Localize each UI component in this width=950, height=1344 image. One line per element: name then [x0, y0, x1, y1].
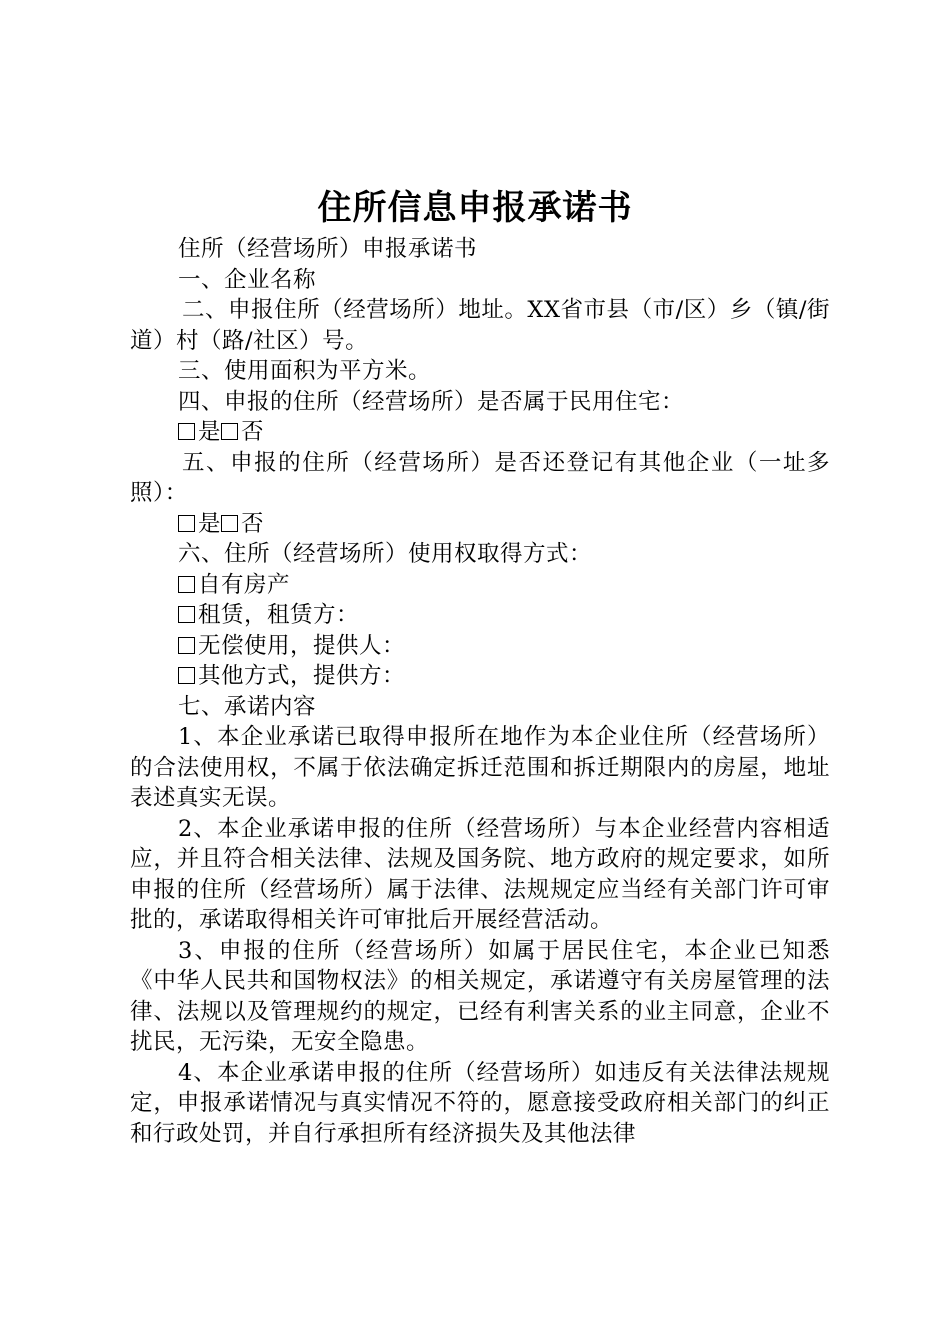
checkbox-yes[interactable] — [178, 423, 195, 440]
option-label: 无偿使用，提供人： — [198, 632, 406, 659]
section-6-option-1 — [130, 570, 830, 601]
option-label: 租赁，租赁方： — [198, 602, 360, 628]
subtitle: 住所（经营场所）申报承诺书 — [178, 236, 478, 262]
option-label: 自有房产 — [198, 571, 291, 598]
section-5: 五、申报的住所（经营场所）是否还登记有其他企业（一址多照）： — [130, 449, 830, 506]
checkbox-own-property[interactable] — [178, 576, 195, 593]
section-1: 一、企业名称 — [178, 266, 317, 293]
commitment-2: 2、本企业承诺申报的住所（经营场所）与本企业经营内容相适应，并且符合相关法律、法规及国务院、地方政府的规定要求，如所申报的住所（经营场所）属于法律、法规规定应当经有关部门许可审批的，承诺取得相关许可审批后开展经营活动。 — [130, 815, 830, 933]
section-6-option-2 — [130, 600, 830, 631]
option-yes-label: 是 — [198, 510, 222, 537]
section-6-option-3 — [130, 631, 830, 662]
option-no-label: 否 — [241, 419, 265, 445]
option-no-label: 否 — [241, 510, 265, 537]
checkbox-other[interactable] — [178, 667, 195, 684]
checkbox-free-use[interactable] — [178, 637, 195, 654]
page-title: 住所信息申报承诺书 — [317, 188, 633, 228]
checkbox-yes[interactable] — [178, 515, 195, 532]
checkbox-no[interactable] — [221, 515, 238, 532]
commitment-3: 3、申报的住所（经营场所）如属于居民住宅，本企业已知悉《中华人民共和国物权法》的相关规定，承诺遵守有关房屋管理的法律、法规以及管理规约的规定，已经有利害关系的业主同意，企业不扰民，无污染，无安全隐患。 — [130, 937, 830, 1055]
section-2: 二、申报住所（经营场所）地址。XX省市县（市/区）乡（镇/街道）村（路/社区）号。 — [130, 297, 830, 354]
checkbox-lease[interactable] — [178, 606, 195, 623]
section-6-option-4 — [130, 661, 830, 692]
section-4: 四、申报的住所（经营场所）是否属于民用住宅： — [178, 388, 685, 415]
document-body — [130, 234, 830, 1149]
section-5-options — [130, 509, 830, 540]
section-7: 七、承诺内容 — [178, 693, 317, 720]
checkbox-no[interactable] — [221, 423, 238, 440]
commitment-1: 1、本企业承诺已取得申报所在地作为本企业住所（经营场所）的合法使用权，不属于依法确定拆迁范围和拆迁期限内的房屋，地址表述真实无误。 — [130, 724, 830, 811]
commitment-4: 4、本企业承诺申报的住所（经营场所）如违反有关法律法规规定，申报承诺情况与真实情况不符的，愿意接受政府相关部门的纠正和行政处罚，并自行承担所有经济损失及其他法律 — [130, 1059, 830, 1147]
section-6: 六、住所（经营场所）使用权取得方式： — [178, 541, 593, 567]
section-4-options — [130, 417, 830, 448]
section-3: 三、使用面积为平方米。 — [178, 358, 432, 384]
option-label: 其他方式，提供方： — [198, 663, 406, 689]
option-yes-label: 是 — [198, 419, 222, 445]
